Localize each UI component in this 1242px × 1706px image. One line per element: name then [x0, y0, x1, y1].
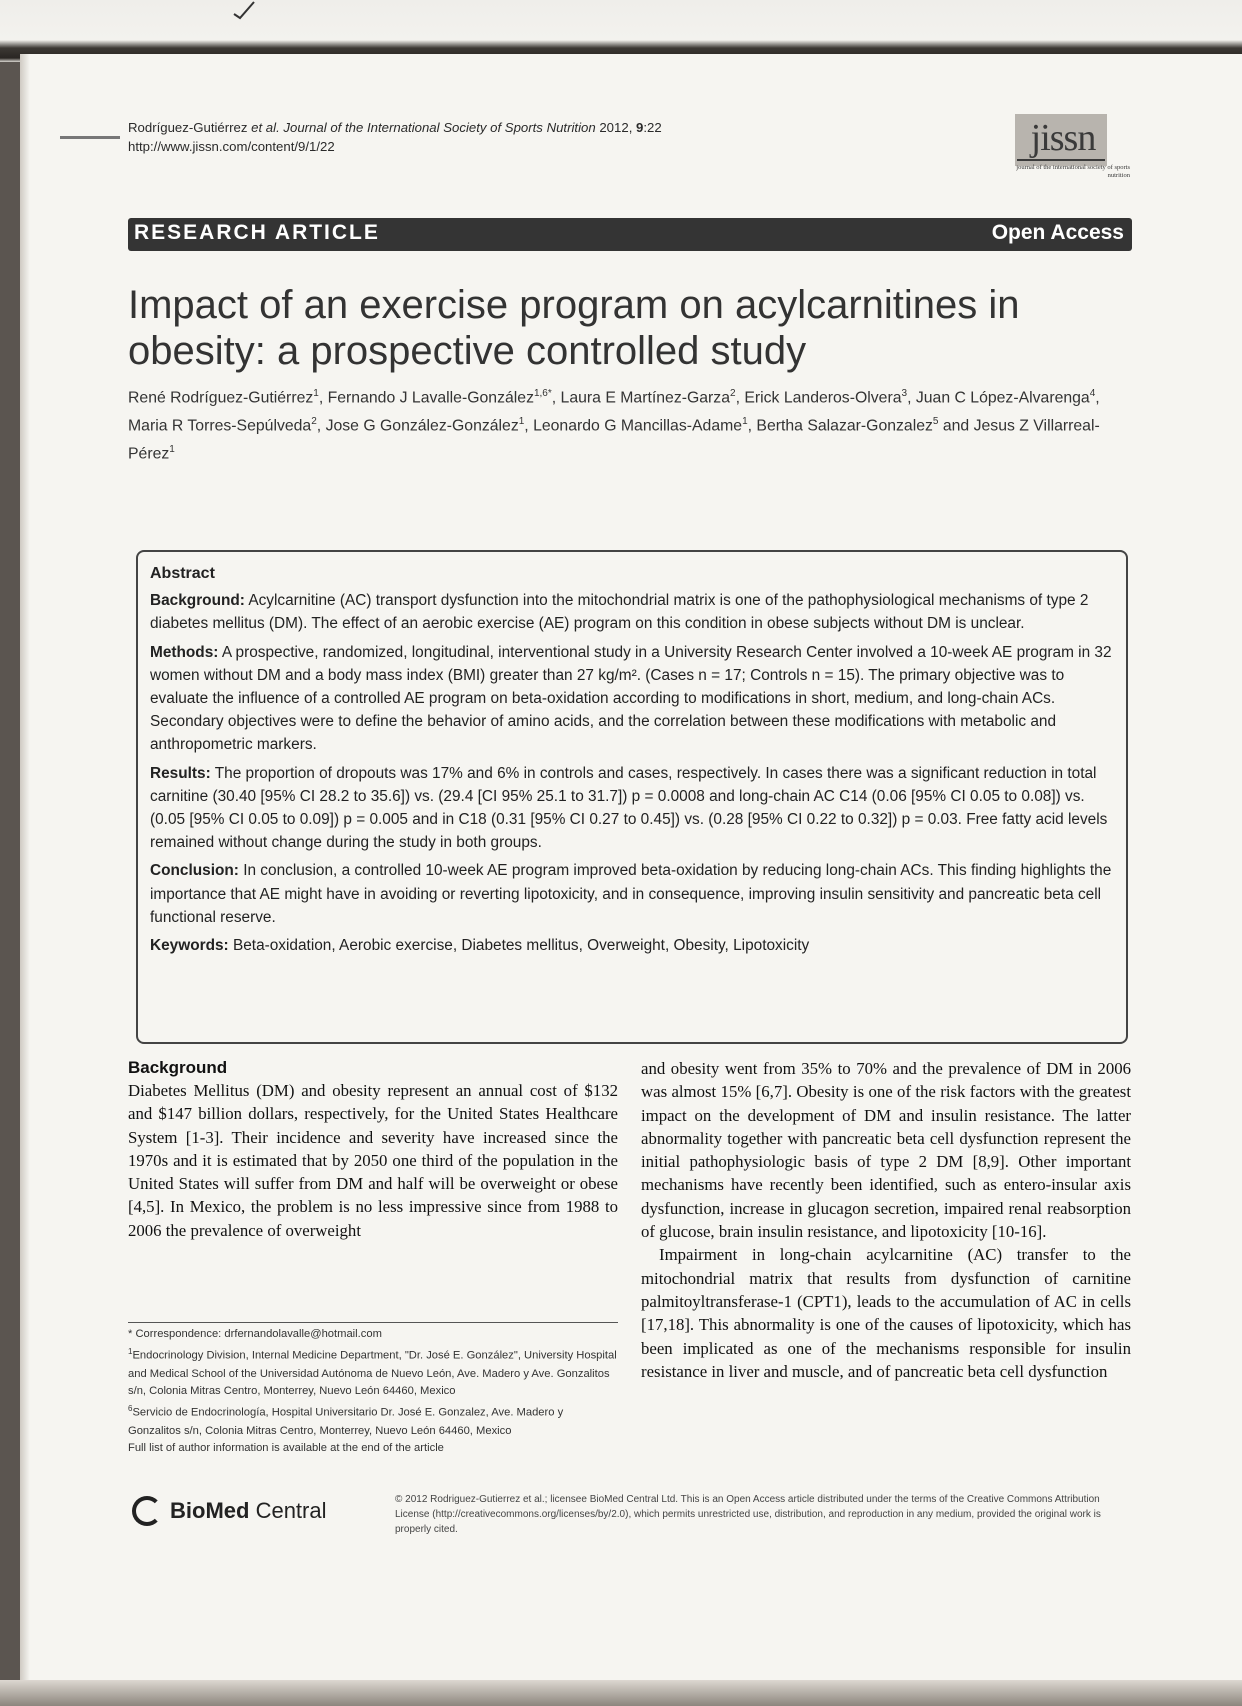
citation-header — [128, 118, 828, 156]
abstract-results-text: The proportion of dropouts was 17% and 6% in controls and cases, respectively. In cases there was a significant reduction in total carnitine (30.40 [95% CI 28.2 to 35.6]) vs. (29.4 [CI 95% 25.1 to 31.7]) p = 0.0008 and long-chain AC C14 (0.06 [95% CI 0.05 to 0.08]) vs. (0.05 [95% CI 0.05 to 0.09]) p = 0.005 and in C18 (0.31 [95% CI 0.27 to 0.45]) vs. (0.28 [95% CI 0.22 to 0.32]) p = 0.03. Free fatty acid levels remained without change during the study in both groups. — [150, 764, 1108, 852]
citation-article: :22 — [643, 120, 662, 135]
abstract-background-text: Acylcarnitine (AC) transport dysfunction into the mitochondrial matrix is one of the pathophysiological mechanisms of type 2 diabetes mellitus (DM). The effect of an aerobic exercise (AE) program on this condition in obese subjects without DM is unclear. — [150, 592, 1089, 633]
abstract-keywords — [150, 934, 1116, 957]
abstract-keywords-label: Keywords: — [150, 937, 229, 955]
author-affiliation: 1 — [742, 415, 748, 427]
research-article-label: RESEARCH ARTICLE — [134, 221, 380, 244]
author-affiliation: 2 — [311, 415, 317, 427]
author-name: Leonardo G Mancillas-Adame — [533, 417, 743, 435]
abstract-conclusion-label: Conclusion: — [150, 862, 239, 880]
abstract-box — [136, 550, 1128, 1044]
author-name: Jose G González-González — [325, 417, 519, 435]
author-affiliation: 2 — [730, 388, 736, 399]
author-name: Erick Landeros-Olvera — [744, 389, 902, 407]
correspondence-note: * Correspondence: drfernandolavalle@hotmail.com — [128, 1328, 382, 1340]
body-column-right — [641, 1057, 1131, 1383]
scan-top-edge — [0, 0, 1242, 62]
pen-mark — [230, 0, 260, 20]
citation-etal: et al. — [251, 120, 280, 135]
abstract-background — [150, 589, 1116, 635]
citation-journal: Journal of the International Society of Sports Nutrition — [279, 120, 596, 135]
body-column-left — [128, 1057, 618, 1242]
author-affiliation: 1 — [169, 443, 175, 455]
abstract-background-label: Background: — [150, 592, 245, 610]
scan-bottom-edge — [0, 1680, 1242, 1706]
footnotes — [128, 1326, 618, 1457]
affiliation-6-text: Servicio de Endocrinología, Hospital Universitario Dr. José E. Gonzalez, Ave. Madero y Gonzalitos s/n, Colonia Mitras Centro, Monterrey, Nuevo León 64460, Mexico — [128, 1407, 564, 1437]
author-name: Juan C López-Alvarenga — [915, 389, 1090, 407]
author-info-note: Full list of author information is available at the end of the article — [128, 1441, 444, 1454]
abstract-conclusion — [150, 859, 1116, 929]
margin-mark — [60, 136, 120, 139]
citation-year: 2012, — [595, 120, 637, 135]
body-paragraph: Impairment in long-chain acylcarnitine (AC) transfer to the mitochondrial matrix that results from dysfunction of carnitine palmitoyltransferase-1 (CPT1), leads to the accumulation of AC in cells [17,18]. This abnormality is one of the causes of lipotoxicity, which has been implicated as one of the mechanisms responsible for insulin resistance in liver and muscle, and of pancreatic beta cell dysfunction — [641, 1245, 1131, 1381]
biomed-central-wordmark — [170, 1498, 327, 1524]
affiliation-1-sup: 1 — [128, 1347, 133, 1357]
open-access-label: Open Access — [991, 221, 1124, 244]
author-affiliation: 1 — [518, 415, 525, 427]
author-list: René Rodríguez-Gutiérrez$^1$, Fernando J Lavalle-González$^{1,6*}$, Laura E Martínez-Garza$^2$, Erick Landeros-Olvera$^3$, Juan C López-Alvarenga$^4$, Maria R Torres-Sepúlveda$^2$, Jose G González-González$^1$, Leonardo G Mancillas-Adame$^1$, Bertha Salazar-Gonzalez$^5$ and Jesus Z Villarreal-Pérez$^1$ — [128, 388, 1100, 462]
abstract-results-label: Results: — [150, 764, 211, 782]
jissn-logo — [995, 114, 1135, 186]
abstract-methods-text: A prospective, randomized, longitudinal, interventional study in a University Research Center involved a 10-week AE program in 32 women without DM and a body mass index (BMI) greater than 27 kg/m². (Cases n = 17; Controls n = 15). The primary objective was to evaluate the influence of a controlled AE program on beta-oxidation according to modifications in short, medium, and long-chain ACs. Secondary objectives were to define the behavior of amino acids, and the correlation between these modifications with metabolic and anthropometric markers. — [150, 643, 1112, 754]
license-notice: © 2012 Rodriguez-Gutierrez et al.; licensee BioMed Central Ltd. This is an Open Access article distributed under the terms of the Creative Commons Attribution License (http://creativecommons.org/licenses/by/2.0), which permits unrestricted use, distribution, and reproduction in any medium, provided the original work is properly cited. — [395, 1494, 1101, 1535]
author-name: Jesus Z Villarreal-Pérez — [128, 417, 1100, 462]
publisher-regular: Central — [249, 1498, 327, 1523]
abstract-conclusion-text: In conclusion, a controlled 10-week AE program improved beta-oxidation by reducing long-chain ACs. This finding highlights the importance that AE might have in avoiding or reverting lipotoxicity, and in consequence, improving insulin sensitivity and pancreatic beta cell functional reserve. — [150, 862, 1112, 926]
biomed-central-logo — [128, 1494, 368, 1534]
jissn-logo-line — [1017, 159, 1105, 161]
biomed-central-ring-icon — [132, 1496, 162, 1526]
author-name: Fernando J Lavalle-González — [327, 389, 534, 407]
author-name: Bertha Salazar-Gonzalez — [756, 417, 933, 435]
body-paragraph: and obesity went from 35% to 70% and the prevalence of DM in 2006 was almost 15% [6,7]. Obesity is one of the risk factors with the greatest impact on the development of DM and insulin resistance. The latter abnormality together with pancreatic beta cell dysfunction represent the initial pathophysiologic basis of type 2 DM [8,9]. Other important mechanisms have recently been identified, such as entero-insular axis dysfunction, increase in glucagon secretion, impaired renal reabsorption of glucose, brain insulin resistance, and lipotoxicity [10-16]. — [641, 1059, 1131, 1242]
paper-page — [20, 54, 1242, 1706]
affiliation-1 — [128, 1343, 618, 1400]
author-name: Maria R Torres-Sepúlveda — [128, 417, 312, 435]
author-affiliation: 1,6* — [533, 388, 552, 399]
footnote-divider — [128, 1322, 618, 1323]
author-affiliation: 4 — [1089, 388, 1096, 399]
abstract-heading: Abstract — [150, 565, 215, 582]
abstract-methods-label: Methods: — [150, 643, 219, 661]
abstract-methods — [150, 641, 1116, 757]
author-affiliation: 3 — [901, 388, 908, 399]
section-heading: Background — [128, 1058, 228, 1077]
publisher-bold: BioMed — [170, 1498, 250, 1523]
affiliation-1-text: Endocrinology Division, Internal Medicine Department, "Dr. José E. González", University Hospital and Medical School of the Universidad Autónoma de Nuevo León, Ave. Madero y Ave. Gonzalitos s/n, Colonia Mitras Centro, Monterrey, Nuevo León 64460, Mexico — [128, 1350, 617, 1397]
article-url[interactable]: http://www.jissn.com/content/9/1/22 — [128, 139, 335, 154]
citation-authors: Rodríguez-Gutiérrez — [128, 120, 252, 135]
author-name: Laura E Martínez-Garza — [560, 389, 730, 407]
body-paragraph: Diabetes Mellitus (DM) and obesity represent an annual cost of $132 and $147 billion dollars, respectively, for the United States Healthcare System [1-3]. Their incidence and severity have increased since the 1970s and it is estimated that by 2050 one third of the population in the United States will suffer from DM and half will be overweight or obese [4,5]. In Mexico, the problem is no less impressive since from 1988 to 2006 the prevalence of overweight — [128, 1081, 618, 1240]
article-type-banner — [128, 218, 1132, 251]
affiliation-6 — [128, 1400, 618, 1440]
abstract-keywords-text: Beta-oxidation, Aerobic exercise, Diabetes mellitus, Overweight, Obesity, Lipotoxicity — [228, 937, 810, 955]
author-affiliation: 5 — [932, 415, 939, 427]
jissn-logo-subtitle: journal of the international society of sports nutrition — [1016, 164, 1130, 179]
citation-volume: 9 — [636, 120, 644, 135]
author-affiliation: 1 — [313, 388, 319, 399]
author-name: René Rodríguez-Gutiérrez — [128, 389, 314, 407]
abstract-results — [150, 762, 1116, 855]
article-title: Impact of an exercise program on acylcarnitines in obesity: a prospective controlled study — [128, 283, 1020, 373]
affiliation-6-sup: 6 — [128, 1404, 133, 1414]
jissn-logo-text: jissn — [1030, 117, 1096, 159]
